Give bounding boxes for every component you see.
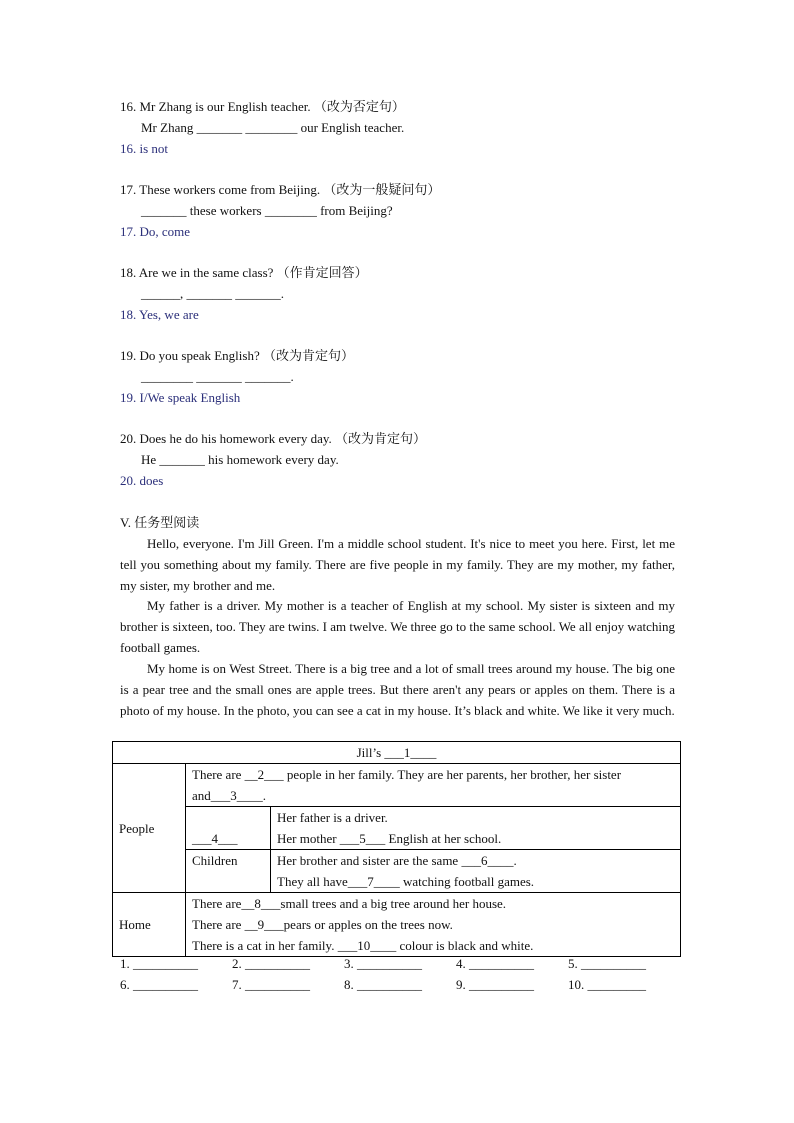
blank-6: 6. __________ (120, 977, 198, 992)
blank-8: 8. __________ (344, 977, 422, 992)
question-19-fill: ________ _______ _______. (141, 369, 294, 384)
blank-4: ___4___ (186, 807, 271, 850)
children-label: Children (186, 850, 271, 893)
blank-10: 10. _________ (568, 977, 646, 992)
answer-18: 18. Yes, we are (120, 307, 199, 322)
question-17-fill: _______ these workers ________ from Beijing? (141, 203, 393, 218)
blank-7: 7. __________ (232, 977, 310, 992)
answer-blanks-row-2 (120, 976, 680, 994)
answer-17: 17. Do, come (120, 224, 191, 239)
question-20: 20. Does he do his homework every day. （改为肯定句） (120, 431, 427, 446)
siblings-age-line: Her brother and sister are the same ___6____. (277, 853, 517, 868)
blank-5: 5. __________ (568, 956, 646, 971)
table-row-home (186, 893, 681, 957)
passage-paragraph-2: My father is a driver. My mother is a teacher of English at my school. My sister is sixteen and my brother is sixteen, too. They are twins. I am twelve. We three go to the same school. We all enjoy watching football games. (120, 598, 675, 655)
question-18: 18. Are we in the same class? （作肯定回答） (120, 265, 368, 280)
table-row-family: There are __2___ people in her family. They are her parents, her brother, her sister and___3____. (186, 764, 681, 807)
question-16: 16. Mr Zhang is our English teacher. （改为否定句） (120, 99, 405, 114)
mother-line: Her mother ___5___ English at her school. (277, 831, 502, 846)
people-label: People (113, 764, 186, 893)
blank-2: 2. __________ (232, 956, 310, 971)
passage-paragraph-1: Hello, everyone. I'm Jill Green. I'm a middle school student. It's nice to meet you here. First, let me tell you something about my family. There are five people in my family. They are my mother, my father, my sister, my brother and me. (120, 536, 675, 593)
question-17: 17. These workers come from Beijing. （改为一般疑问句） (120, 182, 441, 197)
hobby-line: They all have___7____ watching football games. (277, 874, 535, 889)
fruit-line: There are __9___pears or apples on the trees now. (192, 917, 453, 932)
table-row-parents (271, 807, 681, 850)
answer-19: 19. I/We speak English (120, 390, 241, 405)
answer-16: 16. is not (120, 141, 169, 156)
father-line: Her father is a driver. (277, 810, 388, 825)
blank-9: 9. __________ (456, 977, 534, 992)
section-title: V. 任务型阅读 (120, 515, 200, 530)
answer-blanks-row-1 (120, 955, 680, 973)
question-18-fill: ______, _______ _______. (141, 286, 284, 301)
question-20-fill: He _______ his homework every day. (141, 452, 339, 467)
question-16-fill: Mr Zhang _______ ________ our English teacher. (141, 120, 405, 135)
blank-3: 3. __________ (344, 956, 422, 971)
task-table (112, 741, 681, 957)
blank-4-answer: 4. __________ (456, 956, 534, 971)
trees-line: There are__8___small trees and a big tree around her house. (192, 896, 507, 911)
blank-1: 1. __________ (120, 956, 198, 971)
cat-line: There is a cat in her family. ___10____ colour is black and white. (192, 938, 534, 953)
answer-20: 20. does (120, 473, 164, 488)
home-label: Home (113, 893, 186, 957)
question-19: 19. Do you speak English? （改为肯定句） (120, 348, 354, 363)
table-header: Jill’s ___1____ (113, 742, 681, 764)
table-row-children (271, 850, 681, 893)
passage-paragraph-3: My home is on West Street. There is a big tree and a lot of small trees around my house. The big one is a pear tree and the small ones are apple trees. But there aren't any pears or apples on them. There is a photo of my house. In the photo, you can see a cat in my house. It’s black and white. We like it very much. (120, 661, 675, 718)
